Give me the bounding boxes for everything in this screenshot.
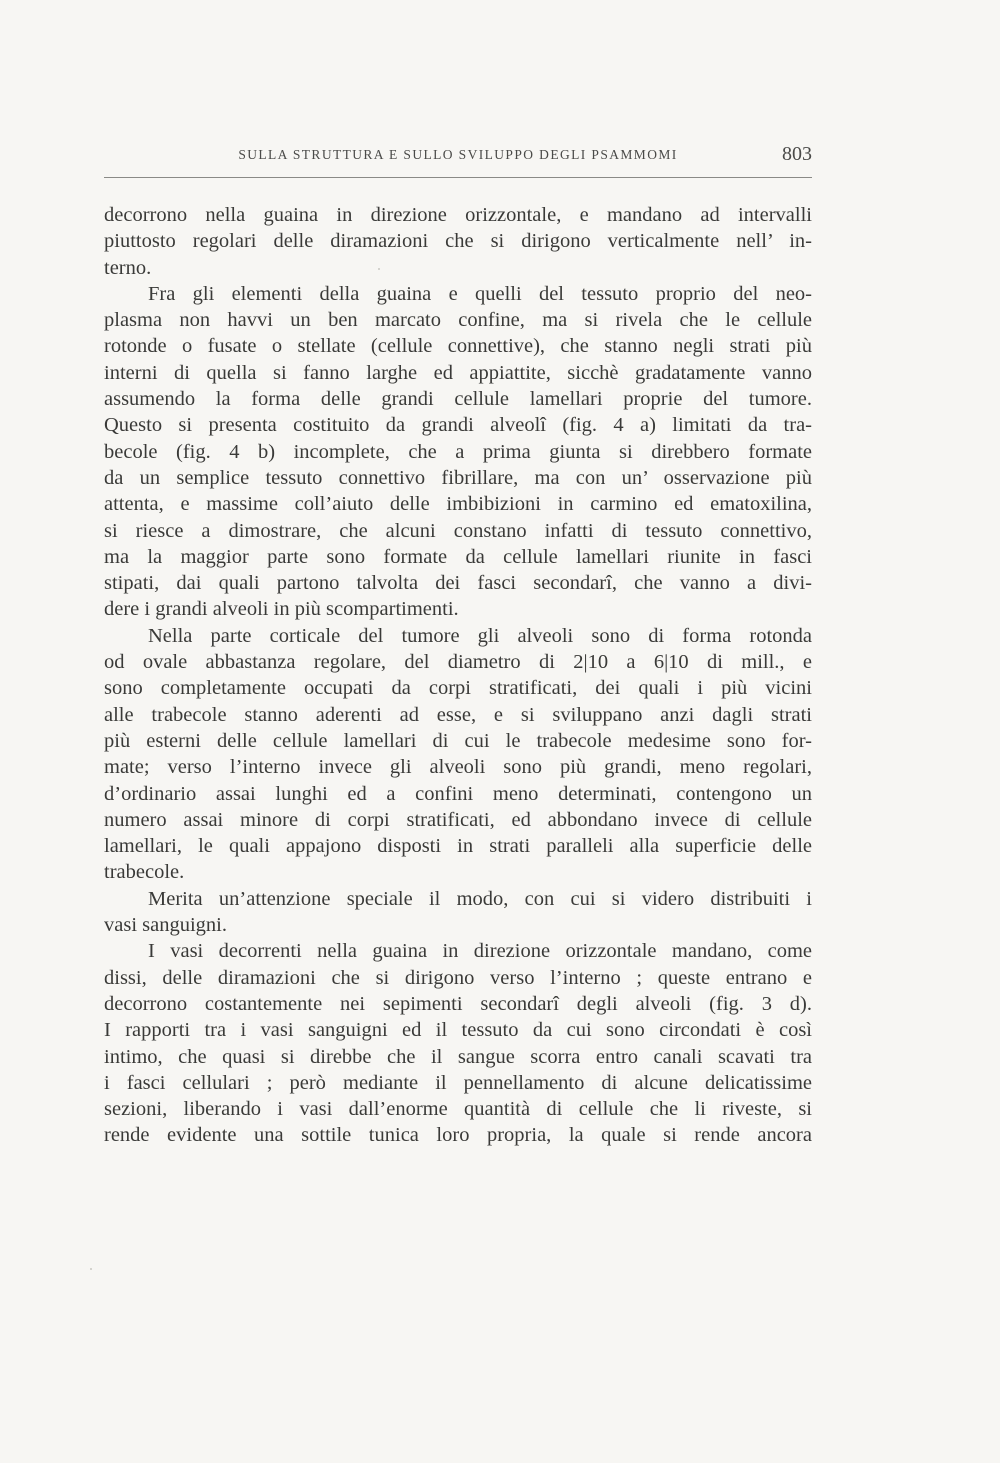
text-line: mate; verso l’interno invece gli alveoli sono più grandi, meno regolari, (104, 756, 812, 779)
text-line: vasi sanguigni. (104, 914, 227, 937)
text-line: Fra gli elementi della guaina e quelli del tessuto proprio del neo- (148, 282, 812, 305)
text-line: plasma non havvi un ben marcato confine, ma si rivela che le cellule (104, 309, 812, 332)
text-line: Nella parte corticale del tumore gli alveoli sono di forma rotonda (148, 624, 812, 647)
text-line: trabecole. (104, 861, 185, 884)
text-line: sono completamente occupati da corpi stratificati, dei quali i più vicini (104, 677, 812, 700)
text-line: lamellari, le quali appajono disposti in strati paralleli alla superficie delle (104, 835, 812, 858)
running-head (104, 143, 812, 178)
text-line: decorrono nella guaina in direzione orizzontale, e mandano ad intervalli (104, 204, 812, 226)
text-line: sezioni, liberando i vasi dall’enorme quantità di cellule che li riveste, si (104, 1098, 812, 1121)
text-line: intimo, che quasi si direbbe che il sangue scorra entro canali scavati tra (104, 1045, 812, 1068)
text-line: I vasi decorrenti nella guaina in direzione orizzontale mandano, come (148, 940, 812, 963)
text-line: decorrono costantemente nei sepimenti secondarî degli alveoli (fig. 3 d). (104, 992, 812, 1015)
text-line: Questo si presenta costituito da grandi alveolî (fig. 4 a) limitati da tra- (104, 414, 812, 437)
running-title: SULLA STRUTTURA E SULLO SVILUPPO DEGLI PSAMMOMI (238, 147, 678, 162)
text-line: rotonde o fusate o stellate (cellule connettive), che stanno negli strati più (104, 335, 812, 358)
text-line: dissi, delle diramazioni che si dirigono verso l’interno ; queste entrano e (104, 966, 812, 989)
text-line: stipati, dai quali partono talvolta dei fasci secondarî, che vanno a divi- (104, 572, 812, 595)
text-line: attenta, e massime coll’aiuto delle imbibizioni in carmino ed ematoxilina, (104, 493, 812, 516)
text-line: interni di quella si fanno larghe ed appiattite, sicchè gradatamente vanno (104, 361, 812, 384)
text-line: si riesce a dimostrare, che alcuni constano infatti di tessuto connettivo, (104, 519, 812, 542)
text-line: d’ordinario assai lunghi ed a confini meno determinati, contengono un (104, 782, 812, 805)
text-line: piuttosto regolari delle diramazioni che si dirigono verticalmente nell’ in- (104, 230, 812, 253)
text-line: terno. (104, 256, 152, 279)
text-line: i fasci cellulari ; però mediante il pennellamento di alcune delicatissime (104, 1071, 812, 1094)
page-number: 803 (782, 143, 812, 165)
text-line: più esterni delle cellule lamellari di cui le trabecole medesime sono for- (104, 729, 812, 752)
text-line: od ovale abbastanza regolare, del diametro di 2|10 a 6|10 di mill., e (104, 651, 812, 674)
paper-speck (90, 1268, 92, 1270)
text-line: rende evidente una sottile tunica loro propria, la quale si rende ancora (104, 1124, 812, 1147)
text-line: Merita un’attenzione speciale il modo, con cui si videro distribuiti i (148, 887, 812, 910)
text-line: da un semplice tessuto connettivo fibrillare, ma con un’ osservazione più (104, 466, 812, 489)
text-line: ma la maggior parte sono formate da cellule lamellari riunite in fasci (104, 545, 812, 568)
text-line: I rapporti tra i vasi sanguigni ed il tessuto da cui sono circondati è così (104, 1019, 812, 1042)
text-line: assumendo la forma delle grandi cellule lamellari proprie del tumore. (104, 388, 812, 411)
body-text (104, 202, 812, 1149)
text-line: alle trabecole stanno aderenti ad esse, e si sviluppano anzi dagli strati (104, 703, 812, 726)
paper-speck (378, 268, 380, 270)
text-line: dere i grandi alveoli in più scompartimenti. (104, 598, 459, 621)
text-line: numero assai minore di corpi stratificati, ed abbondano invece di cellule (104, 808, 812, 831)
text-line: becole (fig. 4 b) incomplete, che a prima giunta si direbbero formate (104, 440, 812, 463)
